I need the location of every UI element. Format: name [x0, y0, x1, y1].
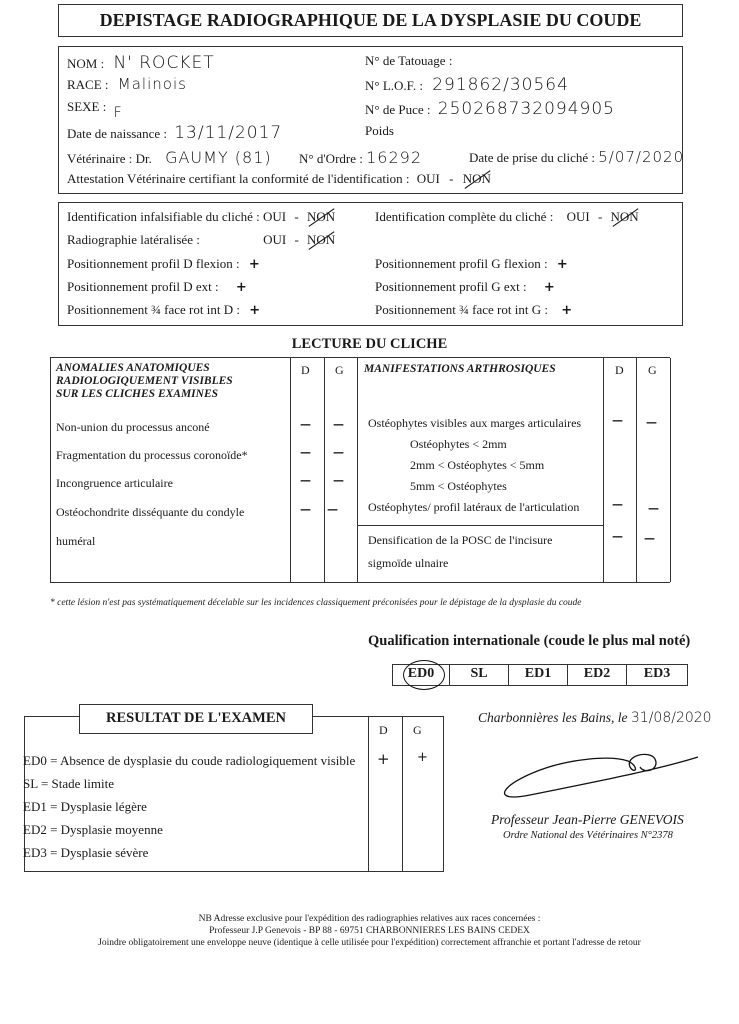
complete-field: [375, 209, 639, 225]
puce-label: N° de Puce :: [365, 102, 431, 117]
dash-mark: —: [333, 474, 344, 487]
check-mark: +: [556, 257, 568, 272]
left-header-line: SUR LES CLICHES EXAMINES: [56, 388, 219, 400]
result-label: ED1 = Dysplasie légère: [23, 799, 147, 814]
check-mark: +: [249, 303, 261, 318]
col-g-header: G: [413, 723, 422, 737]
anomaly-label: Non-union du processus anconé: [56, 420, 210, 434]
lateralisee-oui: OUI: [263, 232, 287, 247]
position-d-rot: [67, 302, 260, 318]
col-d-header: D: [379, 723, 388, 737]
dash-mark: —: [300, 446, 311, 459]
dash-mark: —: [648, 502, 659, 515]
prise-label: Date de prise du cliché :: [469, 150, 595, 165]
footer-line: Joindre obligatoirement une enveloppe neuve (identique à celle utilisée pour l'expédition) correctement affranchie et portant l'adresse de retour: [98, 938, 641, 948]
divider: [357, 358, 358, 582]
attestation-non-struck: NON: [462, 171, 491, 186]
infalsifiable-oui: OUI: [263, 209, 287, 224]
sexe-label: SEXE :: [67, 99, 107, 114]
arthrose-row: [368, 500, 579, 515]
col-g-header: G: [335, 363, 344, 377]
signature-date: 31/08/2020: [630, 710, 712, 726]
anomaly-label: Fragmentation du processus coronoïde*: [56, 448, 248, 462]
divider: [603, 358, 604, 582]
footer-address: Professeur J.P Genevois - BP 88 - 69751 CHARBONNIERES LES BAINS CEDEX: [209, 926, 530, 936]
dash-mark: —: [646, 416, 657, 429]
dash-mark: —: [612, 414, 623, 427]
controle-box: [58, 202, 683, 326]
divider: [50, 358, 51, 582]
result-row: [23, 753, 355, 769]
footer-line: NB Adresse exclusive pour l'expédition des radiographies relatives aux races concernées :: [198, 914, 541, 924]
check-mark: +: [417, 750, 428, 765]
col-g-header: G: [648, 363, 657, 377]
result-label: ED0 = Absence de dysplasie du coude radiologiquement visible: [23, 753, 356, 768]
naissance-field: [67, 123, 282, 143]
veterinaire-label: Vétérinaire : Dr.: [67, 151, 152, 166]
grade-ed0: ED0: [407, 666, 435, 681]
left-header-line: RADIOLOGIQUEMENT VISIBLES: [56, 375, 233, 387]
result-label: ED3 = Dysplasie sévère: [23, 845, 149, 860]
divider: [670, 358, 671, 582]
race-label: RACE :: [67, 77, 109, 92]
arthrose-label: Densification de la POSC de l'incisure: [368, 533, 553, 547]
check-mark: +: [561, 303, 573, 318]
check-mark: +: [248, 257, 260, 272]
poids-label: Poids: [365, 123, 394, 138]
sexe-value: F: [113, 105, 123, 121]
nom-value: N' ROCKET: [113, 53, 215, 73]
separator: -: [449, 171, 454, 186]
veterinaire-value: GAUMY (81): [165, 148, 272, 167]
place-label: Charbonnières les Bains, le: [478, 710, 628, 725]
divider: [402, 717, 403, 871]
grade-sl: SL: [449, 665, 508, 685]
grade-ed3: ED3: [626, 665, 687, 685]
result-row: [23, 845, 148, 861]
arthrose-row: [410, 437, 507, 452]
resultat-title-box: [79, 704, 313, 734]
grade-ed2: ED2: [567, 665, 626, 685]
ordre-value: 16292: [366, 148, 423, 167]
complete-label: Identification complète du cliché :: [375, 209, 554, 224]
arthrose-label: Ostéophytes visibles aux marges articulaires: [368, 416, 582, 430]
tatouage-label: N° de Tatouage :: [365, 53, 453, 68]
puce-field: [365, 99, 615, 119]
attestation-field: [67, 171, 491, 187]
col-d-header: D: [615, 363, 624, 377]
result-label: SL = Stade limite: [23, 776, 114, 791]
nom-label: NOM :: [67, 56, 105, 71]
check-mark: +: [235, 280, 247, 295]
separator: -: [597, 209, 603, 224]
lof-field: [365, 75, 569, 95]
race-field: [67, 75, 187, 93]
dash-mark: —: [300, 474, 311, 487]
arthrose-row: [410, 458, 544, 473]
result-label: ED2 = Dysplasie moyenne: [23, 822, 163, 837]
arthrose-row: [368, 556, 448, 571]
naissance-label: Date de naissance :: [67, 126, 167, 141]
left-header-line: ANOMALIES ANATOMIQUES: [56, 362, 210, 374]
result-row: [23, 799, 147, 815]
title-box: [58, 4, 683, 37]
left-header: [56, 362, 233, 401]
arthrose-label: 2mm < Ostéophytes < 5mm: [410, 458, 545, 472]
position-label: Positionnement profil G ext :: [375, 279, 527, 294]
prise-field: [469, 148, 684, 166]
lateralisee-non-struck: NON: [307, 232, 336, 247]
qualification-title: Qualification internationale (coude le plus mal noté): [368, 633, 691, 649]
lecture-table: [50, 357, 670, 583]
separator: -: [294, 232, 299, 247]
attestation-label: Attestation Vétérinaire certifiant la conformité de l'identification :: [67, 171, 410, 186]
anomaly-row: [56, 476, 173, 491]
footer: [0, 913, 739, 949]
result-row: [23, 776, 114, 792]
anomaly-label: huméral: [56, 534, 96, 548]
position-label: Positionnement profil G flexion :: [375, 256, 548, 271]
resultat-box: [24, 716, 444, 872]
position-label: Positionnement ¾ face rot int D :: [67, 302, 240, 317]
identification-box: [58, 46, 683, 194]
anomaly-row: [56, 534, 95, 549]
veterinaire-field: [67, 148, 272, 167]
divider: [324, 358, 325, 582]
sexe-field: [67, 99, 123, 121]
divider: [368, 717, 369, 871]
dash-mark: —: [300, 418, 311, 431]
anomaly-row: [56, 505, 244, 520]
anomaly-row: [56, 448, 248, 463]
check-mark: +: [543, 280, 555, 295]
complete-non-struck: NON: [610, 209, 639, 224]
position-g-flexion: [375, 256, 568, 272]
position-label: Positionnement profil D flexion :: [67, 256, 240, 271]
arthrose-label: Ostéophytes < 2mm: [410, 437, 507, 451]
signature-name: Professeur Jean-Pierre GENEVOIS: [491, 812, 684, 827]
check-mark: +: [377, 750, 390, 768]
prise-value: 5/07/2020: [598, 148, 685, 166]
resultat-title: RESULTAT DE L'EXAMEN: [106, 710, 286, 726]
result-row: [23, 822, 163, 838]
tatouage-field: [365, 53, 452, 69]
arthrose-label: 5mm < Ostéophytes: [410, 479, 507, 493]
attestation-oui: OUI: [416, 171, 440, 186]
position-d-ext: [67, 279, 247, 295]
position-label: Positionnement ¾ face rot int G :: [375, 302, 548, 317]
lateralisee-field: [67, 232, 335, 248]
dash-mark: —: [327, 503, 338, 516]
naissance-value: 13/11/2017: [174, 123, 283, 143]
anomaly-label: Ostéochondrite disséquante du condyle: [56, 505, 245, 519]
footnote: * cette lésion n'est pas systématiquement décelable sur les incidences classiquement préconisées pour le dépistage de la dysplasie du coude: [50, 598, 582, 608]
divider: [357, 525, 603, 526]
arthrose-label: Ostéophytes/ profil latéraux de l'articulation: [368, 500, 580, 514]
dash-mark: —: [644, 532, 655, 545]
position-g-ext: [375, 279, 555, 295]
nom-field: [67, 53, 215, 73]
anomaly-label: Incongruence articulaire: [56, 476, 173, 490]
dash-mark: —: [300, 503, 311, 516]
arthrose-row: [410, 479, 507, 494]
arthrose-label: sigmoïde ulnaire: [368, 556, 449, 570]
infalsifiable-non-struck: NON: [306, 209, 336, 224]
race-value: Malinois: [117, 75, 187, 93]
arthrose-row: [368, 533, 552, 548]
arthrose-row: [368, 416, 581, 431]
puce-value: 250268732094905: [437, 99, 615, 119]
position-g-rot: [375, 302, 572, 318]
complete-oui: OUI: [566, 209, 590, 224]
dash-mark: —: [612, 530, 623, 543]
dash-mark: —: [333, 446, 344, 459]
lof-label: N° L.O.F. :: [365, 78, 423, 93]
signature-place: [478, 710, 712, 726]
page-title: DEPISTAGE RADIOGRAPHIQUE DE LA DYSPLASIE DU COUDE: [99, 10, 642, 30]
ordre-field: [299, 148, 422, 167]
col-d-header: D: [301, 363, 310, 377]
ordre-label: N° d'Ordre :: [299, 151, 363, 166]
lecture-title: LECTURE DU CLICHE: [291, 336, 448, 352]
lof-value: 291862/30564: [432, 75, 569, 95]
lateralisee-label: Radiographie latéralisée :: [67, 232, 200, 247]
anomaly-row: [56, 420, 210, 435]
selected-grade-circle: [403, 660, 445, 690]
position-d-flexion: [67, 256, 260, 272]
signature-order: Ordre National des Vétérinaires N°2378: [503, 830, 673, 841]
position-label: Positionnement profil D ext :: [67, 279, 219, 294]
divider: [636, 358, 637, 582]
right-header: MANIFESTATIONS ARTHROSIQUES: [364, 363, 556, 375]
dash-mark: —: [333, 418, 344, 431]
grade-ed1: ED1: [508, 665, 567, 685]
signature-scribble: [490, 745, 710, 805]
dash-mark: —: [612, 498, 623, 511]
infalsifiable-label: Identification infalsifiable du cliché :: [67, 209, 260, 224]
infalsifiable-field: [67, 209, 335, 225]
separator: -: [294, 209, 299, 224]
divider: [290, 358, 291, 582]
